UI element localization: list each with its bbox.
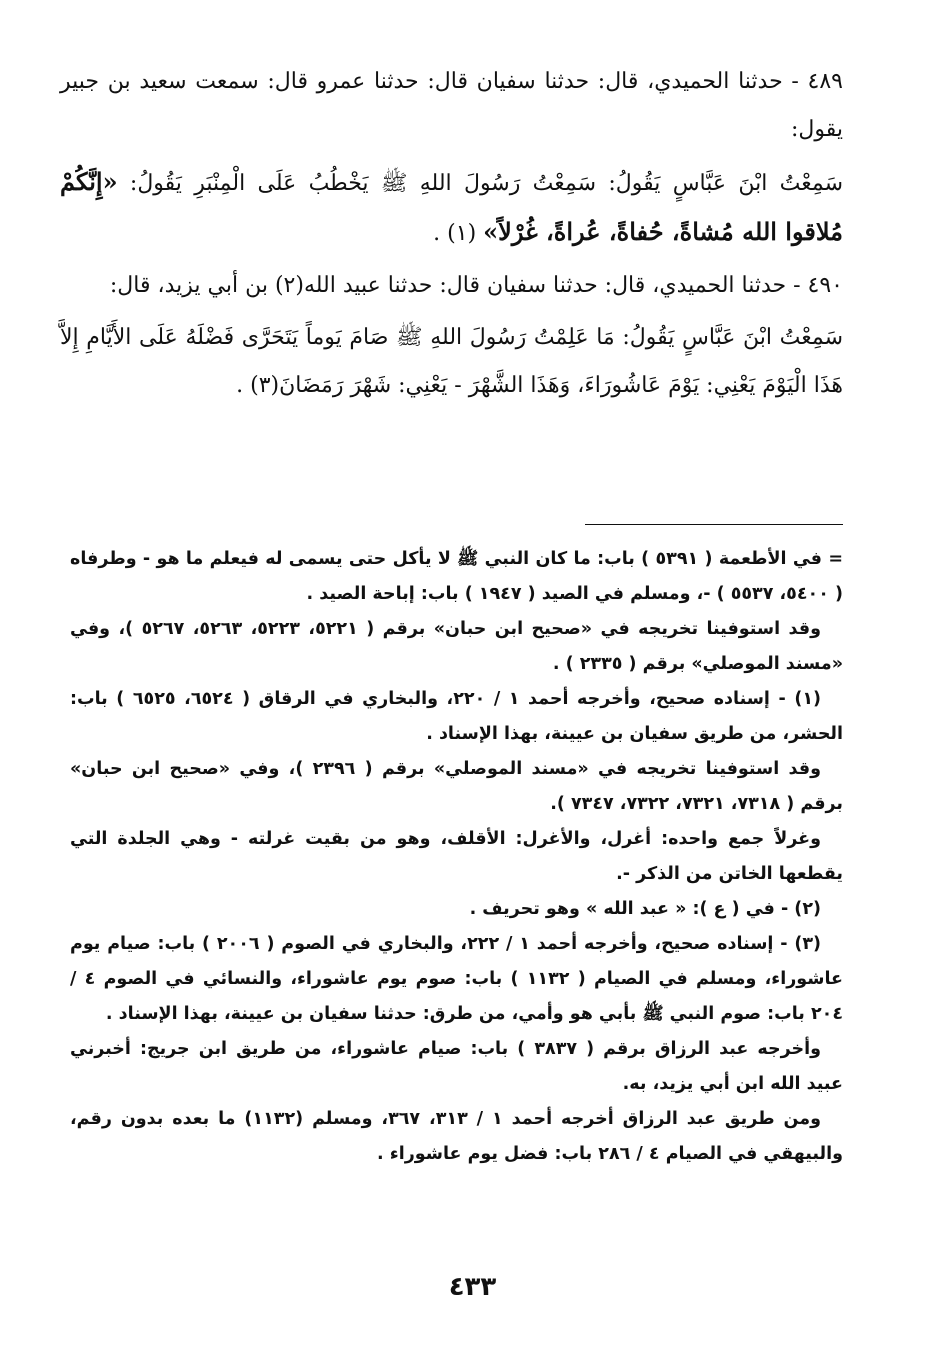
footnote-1: (١) - إسناده صحيح، وأخرجه أحمد ١ / ٢٢٠، والبخاري في الرقاق ( ٦٥٢٤، ٦٥٢٥ ) باب: الحشر، من طريق سفيان بن عيينة، بهذا الإسناد . <box>70 689 843 744</box>
main-text <box>60 58 843 414</box>
hadith-489-quote: «إِنَّكُمْ مُلاقوا الله مُشاةً، حُفاةً، عُراةً، غُرْلاً» <box>60 167 843 246</box>
page-number: ٤٣٣ <box>448 1272 497 1302</box>
footnote-1-gloss: وغرلاً جمع واحده: أغرل، والأغرل: الأقلف، وهو من بقيت غرلته - وهي الجلدة التي يقطعها الخاتن من الذكر -. <box>70 829 843 884</box>
footnote-1-takhrij: وقد استوفينا تخريجه في «مسند الموصلي» برقم ( ٢٣٩٦ )، وفي «صحيح ابن حبان» برقم ( ٧٣١٨، ٧٣٢١، ٧٣٢٢، ٧٣٤٧ ). <box>70 759 843 814</box>
footnote-3: (٣) - إسناده صحيح، وأخرجه أحمد ١ / ٢٢٢، والبخاري في الصوم ( ٢٠٠٦ ) باب: صيام يوم عاشوراء، ومسلم في الصيام ( ١١٣٢ ) باب: صوم يوم عاشوراء، والنسائي في الصوم ٤ / ٢٠٤ باب: صوم النبي ﷺ بأبي هو وأمي، من طرق: حدثنا سفيان بن عيينة، بهذا الإسناد . <box>70 934 843 1024</box>
hadith-489-isnad: ٤٨٩ - حدثنا الحميدي، قال: حدثنا سفيان قال: حدثنا عمرو قال: سمعت سعيد بن جبير يقول: <box>60 69 843 142</box>
hadith-490-matn: سَمِعْتُ ابْنَ عَبَّاسٍ يَقُولُ: مَا عَلِمْتُ رَسُولَ اللهِ ﷺ صَامَ يَوماً يَتَحَرَّى فَضْلَهُ عَلَى الأَيَّامِ إِلاَّ هَذَا الْيَوْمَ يَعْنِي: يَوْمَ عَاشُورَاءَ، وَهَذَا الشَّهْرَ - يَعْنِي: شَهْرَ رَمَضَانَ(٣) . <box>60 325 843 398</box>
footnote-continuation: = في الأطعمة ( ٥٣٩١ ) باب: ما كان النبي ﷺ لا يأكل حتى يسمى له فيعلم ما هو - وطرفاه ( ٥٤٠٠، ٥٥٣٧ ) -، ومسلم في الصيد ( ١٩٤٧ ) باب: إباحة الصيد . <box>70 549 843 604</box>
footnote-divider <box>585 524 843 525</box>
footnote-takhrij-a: وقد استوفينا تخريجه في «صحيح ابن حبان» برقم ( ٥٢٢١، ٥٢٢٣، ٥٢٦٣، ٥٢٦٧ )، وفي «مسند الموصلي» برقم ( ٢٣٣٥ ) . <box>70 619 843 674</box>
footnotes <box>70 542 843 1172</box>
footnote-3-abdurrazzaq: وأخرجه عبد الرزاق برقم ( ٣٨٣٧ ) باب: صيام عاشوراء، من طريق ابن جريج: أخبرني عبيد الله ابن أبي يزيد، به. <box>70 1039 843 1094</box>
hadith-489-matn <box>60 158 843 258</box>
hadith-489-matn-intro: سَمِعْتُ ابْنَ عَبَّاسٍ يَقُولُ: سَمِعْتُ رَسُولَ اللهِ ﷺ يَخْطُبُ عَلَى الْمِنْبَرِ يَقُولُ: <box>129 171 844 196</box>
footnote-ref-1: (١) . <box>433 221 477 246</box>
footnote-3-further: ومن طريق عبد الرزاق أخرجه أحمد ١ / ٣١٣، ٣٦٧، ومسلم (١١٣٢) ما بعده بدون رقم، والبيهقي في الصيام ٤ / ٢٨٦ باب: فضل يوم عاشوراء . <box>70 1109 843 1164</box>
hadith-490-isnad: ٤٩٠ - حدثنا الحميدي، قال: حدثنا سفيان قال: حدثنا عبيد الله(٢) بن أبي يزيد، قال: <box>109 273 843 298</box>
footnote-2: (٢) - في ( ع ): « عبد الله » وهو تحريف . <box>469 899 821 919</box>
